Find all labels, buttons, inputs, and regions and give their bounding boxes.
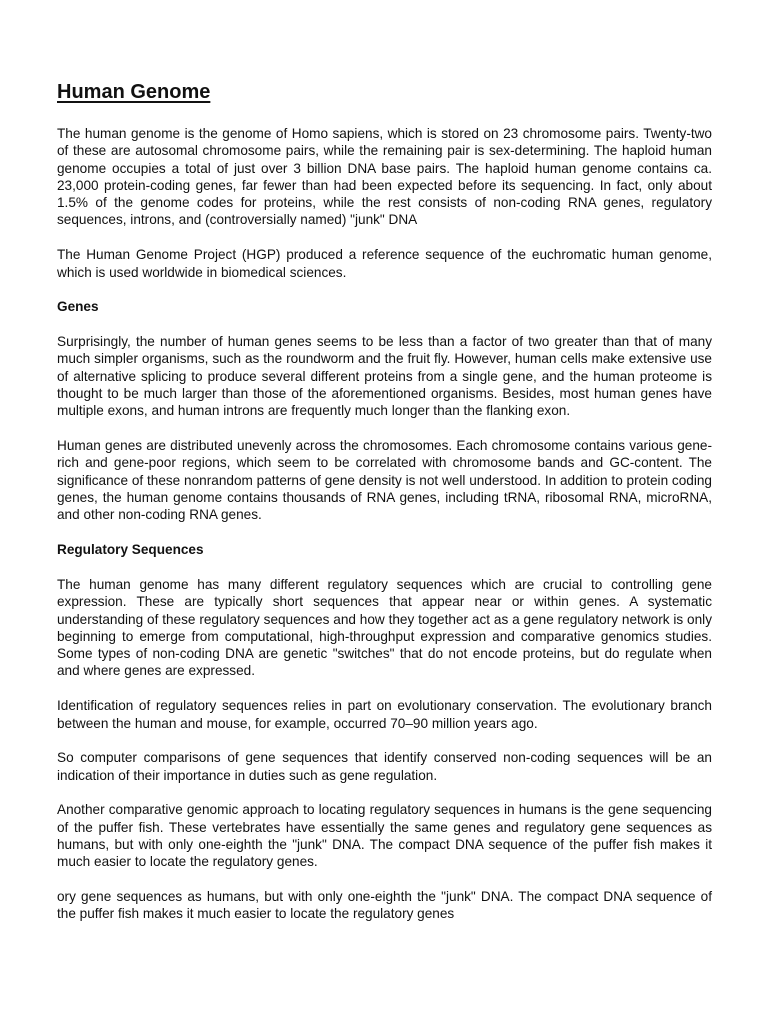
section-intro bbox=[57, 125, 712, 281]
paragraph-intro-2: The Human Genome Project (HGP) produced a reference sequence of the euchromatic human genome, which is used worldwide in biomedical sciences. bbox=[57, 247, 712, 280]
page-title: Human Genome bbox=[57, 81, 211, 103]
paragraph-regulatory-4: Another comparative genomic approach to locating regulatory sequences in humans is the gene sequencing of the puffer fish. These vertebrates have essentially the same genes and regulatory gene sequences as humans, but with only one-eighth the "junk" DNA. The compact DNA sequence of the puffer fish makes it much easier to locate the regulatory genes. bbox=[57, 802, 712, 870]
section-heading-genes: Genes bbox=[57, 299, 99, 315]
paragraph-genes-2: Human genes are distributed unevenly across the chromosomes. Each chromosome contains various gene-rich and gene-poor regions, which seem to be correlated with chromosome bands and GC-content. The significance of these nonrandom patterns of gene density is not well understood. In addition to protein coding genes, the human genome contains thousands of RNA genes, including tRNA, ribosomal RNA, microRNA, and other non-coding RNA genes. bbox=[57, 438, 712, 523]
document-page bbox=[57, 80, 712, 940]
section-heading-regulatory-sequences: Regulatory Sequences bbox=[57, 542, 204, 558]
paragraph-genes-1: Surprisingly, the number of human genes seems to be less than a factor of two greater than that of many much simpler organisms, such as the roundworm and the fruit fly. However, human cells make extensive use of alternative splicing to produce several different proteins from a single gene, and the human proteome is thought to be much larger than those of the aforementioned organisms. Besides, most human genes have multiple exons, and human introns are frequently much longer than the flanking exon. bbox=[57, 334, 712, 419]
paragraph-regulatory-3: So computer comparisons of gene sequences that identify conserved non-coding sequences will be an indication of their importance in duties such as gene regulation. bbox=[57, 750, 712, 783]
paragraph-regulatory-5: ory gene sequences as humans, but with only one-eighth the "junk" DNA. The compact DNA sequence of the puffer fish makes it much easier to locate the regulatory genes bbox=[57, 889, 712, 922]
paragraph-regulatory-1: The human genome has many different regulatory sequences which are crucial to controlling gene expression. These are typically short sequences that appear near or within genes. A systematic understanding of these regulatory sequences and how they together act as a gene regulatory network is only beginning to emerge from computational, high-throughput expression and comparative genomics studies. Some types of non-coding DNA are genetic "switches" that do not encode proteins, but do regulate when and where genes are expressed. bbox=[57, 576, 712, 679]
paragraph-intro-1: The human genome is the genome of Homo sapiens, which is stored on 23 chromosome pairs. Twenty-two of these are autosomal chromosome pairs, while the remaining pair is sex-determining. The haploid human genome occupies a total of just over 3 billion DNA base pairs. The haploid human genome contains ca. 23,000 protein-coding genes, far fewer than had been expected before its sequencing. In fact, only about 1.5% of the genome codes for proteins, while the rest consists of non-coding RNA genes, regulatory sequences, introns, and (controversially named) "junk" DNA bbox=[57, 126, 712, 228]
paragraph-regulatory-2: Identification of regulatory sequences relies in part on evolutionary conservation. The evolutionary branch between the human and mouse, for example, occurred 70–90 million years ago. bbox=[57, 698, 712, 731]
section-genes bbox=[57, 298, 712, 523]
section-regulatory-sequences bbox=[57, 541, 712, 923]
